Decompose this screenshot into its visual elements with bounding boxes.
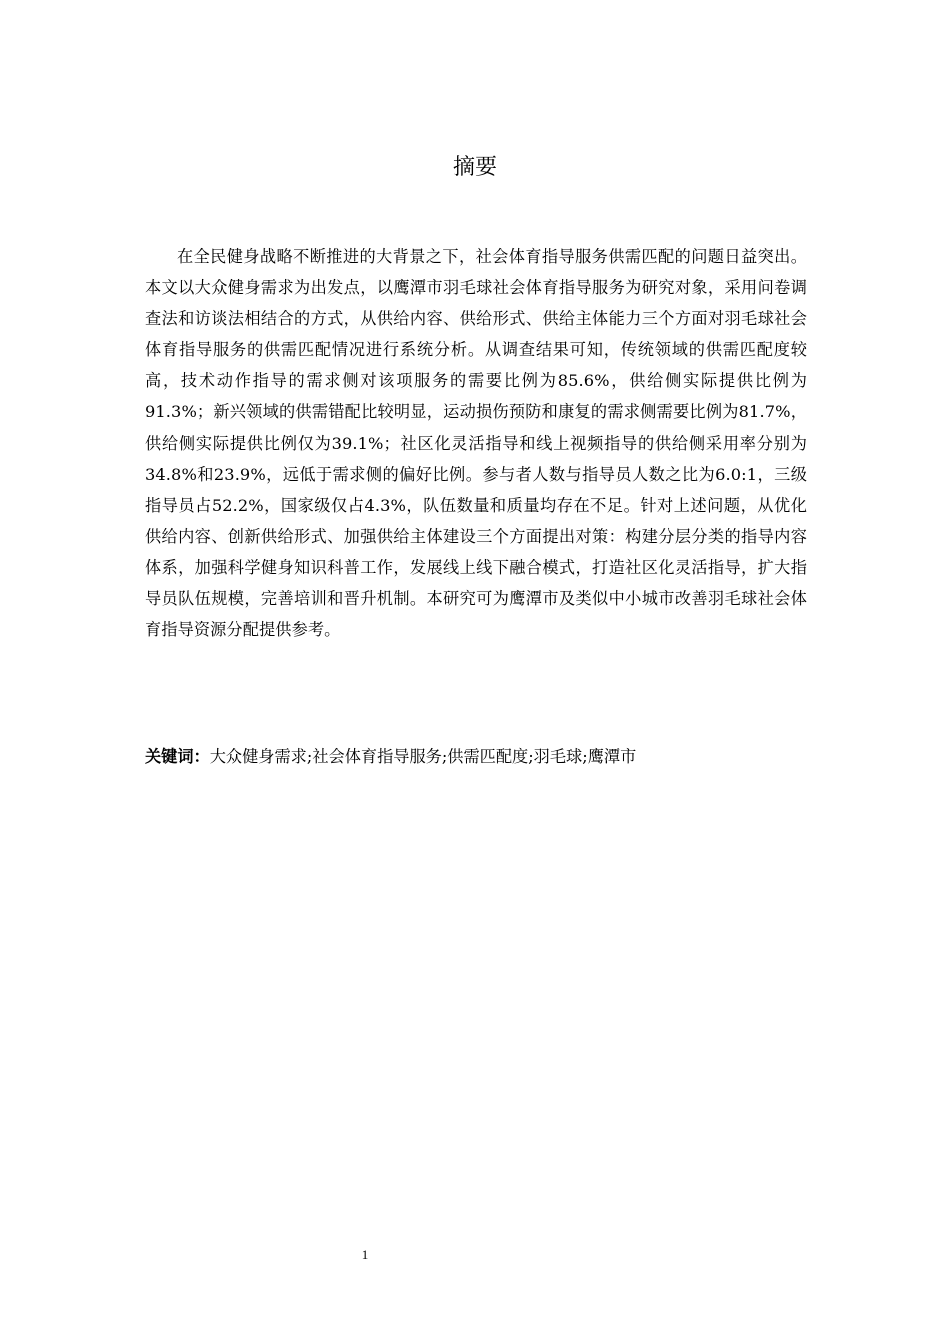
keywords-label: 关键词： [145, 747, 210, 766]
keywords-line [145, 742, 807, 772]
page-title: 摘要 [452, 155, 497, 180]
page-number: 1 [361, 1247, 369, 1262]
abstract-paragraph: 在全民健身战略不断推进的大背景之下，社会体育指导服务供需匹配的问题日益突出。本文以大众健身需求为出发点，以鹰潭市羽毛球社会体育指导服务为研究对象，采用问卷调查法和访谈法相结合的方式，从供给内容、供给形式、供给主体能力三个方面对羽毛球社会体育指导服务的供需匹配情况进行系统分析。从调查结果可知，传统领域的供需匹配度较高，技术动作指导的需求侧对该项服务的需要比例为85.6%，供给侧实际提供比例为91.3%；新兴领域的供需错配比较明显，运动损伤预防和康复的需求侧需要比例为81.7%，供给侧实际提供比例仅为39.1%；社区化灵活指导和线上视频指导的供给侧采用率分别为34.8%和23.9%，远低于需求侧的偏好比例。参与者人数与指导员人数之比为6.0:1，三级指导员占52.2%，国家级仅占4.3%，队伍数量和质量均存在不足。针对上述问题，从优化供给内容、创新供给形式、加强供给主体建设三个方面提出对策：构建分层分类的指导内容体系，加强科学健身知识科普工作，发展线上线下融合模式，打造社区化灵活指导，扩大指导员队伍规模，完善培训和晋升机制。本研究可为鹰潭市及类似中小城市改善羽毛球社会体育指导资源分配提供参考。 [145, 247, 807, 640]
keywords-text: 大众健身需求;社会体育指导服务;供需匹配度;羽毛球;鹰潭市 [209, 747, 637, 766]
